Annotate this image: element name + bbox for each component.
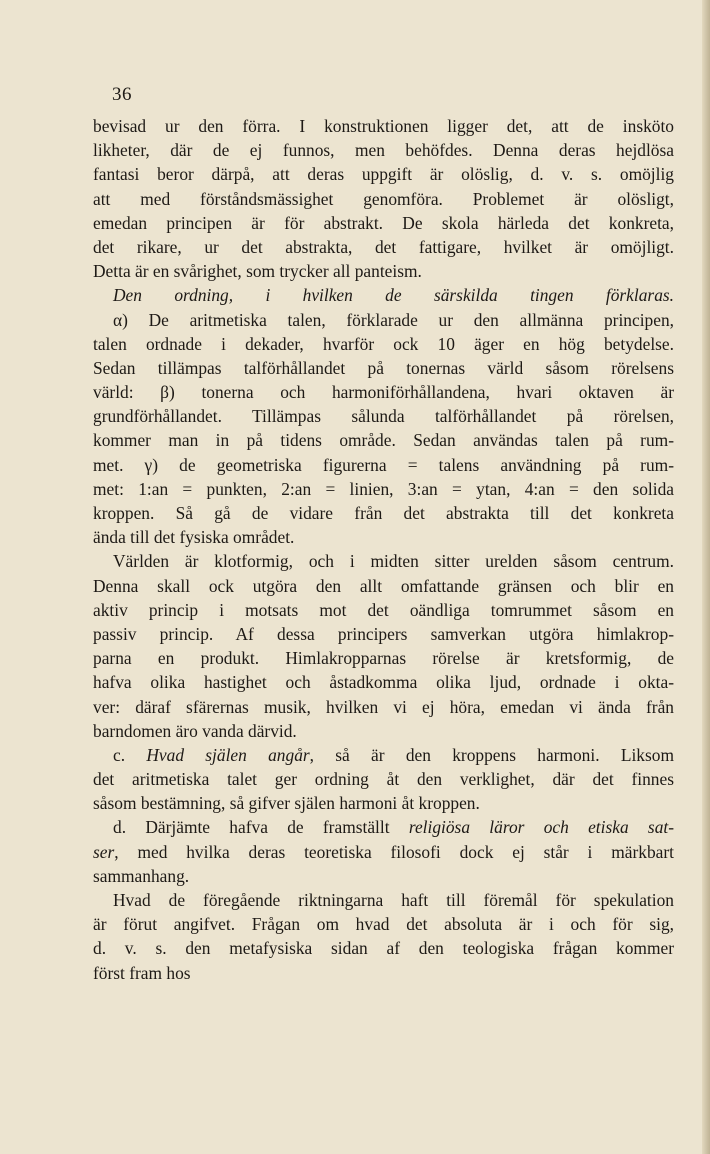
text-line: värld: β) tonerna och harmoniförhållandena, hvari oktaven är (93, 382, 674, 403)
page-edge (702, 0, 710, 1154)
text-line: är förut angifvet. Frågan om hvad det absoluta är i och för sig, (93, 914, 674, 935)
text-line: att med förståndsmässighet genomföra. Problemet är olösligt, (93, 188, 674, 209)
text-line: sammanhang. (93, 865, 190, 886)
text-line: parna en produkt. Himlakropparnas rörelse är kretsformig, de (93, 648, 674, 669)
c-heading: Hvad själen angår (146, 744, 310, 765)
text-line: hafva olika hastighet och åstadkomma olika ljud, ordnade i okta- (93, 672, 674, 693)
text-line: barndomen äro vanda därvid. (93, 720, 297, 741)
text-line: det rikare, ur det abstrakta, det fattigare, hvilket är omöjligt. (93, 236, 674, 257)
text-line: Sedan tillämpas talförhållandet på tonernas värld såsom rörelsens (93, 357, 674, 378)
text-line: först fram hos (93, 962, 191, 983)
text-line: kroppen. Så gå de vidare från det abstrakta till det konkreta (93, 503, 674, 523)
text-line-c: c. Hvad själen angår, så är den kroppens harmoni. Liksom (113, 744, 674, 765)
text-line: ända till det fysiska området. (93, 527, 295, 548)
text-line: fantasi beror därpå, att deras uppgift är olöslig, d. v. s. omöjlig (93, 164, 674, 185)
page-number: 36 (112, 84, 132, 105)
d-heading-tail: ser (93, 841, 115, 862)
text-line: emedan principen är för abstrakt. De skola härleda det konkreta, (93, 212, 674, 233)
text-line: d. v. s. den metafysiska sidan af den teologiska frågan kommer (93, 938, 674, 959)
text-line: α) De aritmetiska talen, förklarade ur den allmänna principen, (113, 309, 674, 330)
italic-heading-text: Den ordning, i hvilken de särskilda tingen förklaras. (113, 285, 674, 306)
body-text (93, 114, 674, 985)
text-line: met. γ) de geometriska figurerna = talens användning på rum- (93, 454, 674, 475)
text-line: passiv princip. Af dessa principers samverkan utgöra himlakrop- (93, 623, 674, 644)
text-line: Detta är en svårighet, som trycker all panteism. (93, 261, 422, 282)
text-line-d: d. Därjämte hafva de framställt religiösa läror och etiska sat- (113, 817, 674, 838)
text-line: likheter, där de ej funnos, men behöfdes. Denna deras hejdlösa (93, 140, 674, 161)
text-line: met: 1:an = punkten, 2:an = linien, 3:an = ytan, 4:an = den solida (93, 478, 674, 499)
text-line: aktiv princip i motsats mot det oändliga tomrummet såsom en (93, 599, 674, 620)
text-line: Denna skall ock utgöra den allt omfattande gränsen och blir en (93, 575, 674, 596)
text-line: bevisad ur den förra. I konstruktionen ligger det, att de insköto (93, 116, 674, 136)
text-line: kommer man in på tidens område. Sedan användas talen på rum- (93, 430, 674, 451)
text-line: Världen är klotformig, och i midten sitter urelden såsom centrum. (113, 551, 674, 572)
text-line: talen ordnade i dekader, hvarför ock 10 äger en hög betydelse. (93, 333, 674, 354)
text-line: det aritmetiska talet ger ordning åt den verklighet, där det finnes (93, 769, 674, 790)
text-line: grundförhållandet. Tillämpas sålunda talförhållandet på rörelsen, (93, 406, 674, 427)
text-line: ver: däraf sfärernas musik, hvilken vi ej höra, emedan vi ända från (93, 696, 674, 717)
italic-heading (93, 283, 674, 307)
text-line: såsom bestämning, så gifver själen harmoni åt kroppen. (93, 793, 480, 814)
d-heading: religiösa läror och etiska sat- (408, 817, 674, 838)
text-line: Hvad de föregående riktningarna haft till föremål för spekulation (113, 890, 674, 910)
text-line-d2: ser, med hvilka deras teoretiska filosofi dock ej står i märkbart (93, 841, 674, 862)
